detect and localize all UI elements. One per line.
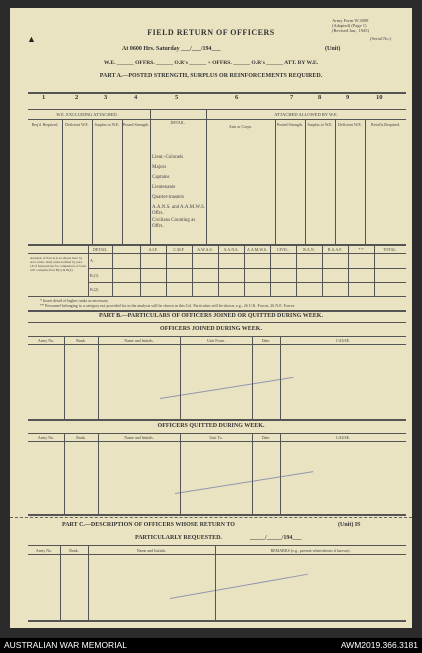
form-revised: (Revised Jan., 1945) (332, 28, 369, 33)
col-number-4: 4 (134, 94, 138, 101)
col-number-7: 7 (290, 94, 294, 101)
part-a-title: PART A.—POSTED STRENGTH, SURPLUS OR REINFORCEMENTS REQUIRED. (99, 73, 323, 79)
part-a-vrule (92, 119, 93, 244)
perforation-line (10, 517, 412, 518)
part-a-vrule (150, 109, 151, 244)
rank-aans: A.A.N.S. and A.A.M.W.S. Offrs. (152, 205, 206, 216)
col-header-surplus-att: Surplus to W.E. (307, 122, 333, 127)
analysis-row-a: A. (90, 258, 94, 263)
analysis-col-raaf: R.A.A.F. (327, 247, 343, 252)
part-a-subheader-rule (28, 119, 406, 120)
form-number: Army Form W.3008 (332, 18, 369, 23)
joined-col-army-no: Army No. (37, 338, 55, 343)
joined-col-date: Date. (261, 338, 271, 343)
analysis-col-cmf: C.M.F. (173, 247, 185, 252)
col-header-deficient: Deficient W.E. (65, 122, 89, 127)
part-a-vrule (335, 119, 336, 244)
analysis-col-civil: CIVIL. (277, 247, 289, 252)
rank-lieutenants: Lieutenants (152, 185, 176, 190)
joined-vrule (252, 336, 253, 419)
quitted-vrule (98, 433, 99, 514)
part-a-vrule (122, 119, 123, 244)
col-number-5: 5 (175, 94, 179, 101)
analysis-col-ran: R.A.N. (303, 247, 315, 252)
part-c-vrule (215, 545, 216, 620)
quitted-col-date: Date. (261, 435, 271, 440)
part-a-vrule (365, 119, 366, 244)
analysis-col-aamws: A.A.M.W.S. (247, 247, 267, 252)
part-c-vrule (60, 545, 61, 620)
analysis-note: Analysis of Part A is as shown here by ALL units. Only units notified by para. 18 of Instructions for completion of form will complete Part B(1) & B(2). (30, 256, 86, 272)
col-number-1: 1 (42, 94, 46, 101)
part-c-col-name: Name and Initials. (136, 548, 167, 553)
joined-col-cause: CAUSE. (335, 338, 351, 343)
analysis-row-b2: B.(2) (90, 287, 99, 292)
pen-strike-quitted (175, 471, 313, 494)
quitted-col-army-no: Army No. (37, 435, 55, 440)
quitted-header-top (28, 433, 406, 434)
analysis-col-other: * * (358, 247, 364, 252)
col-header-reinf-att: Reinf'ts Required. (371, 122, 400, 127)
quitted-col-unit-to: Unit To. (209, 435, 223, 440)
analysis-col-aans: A.A.N.S. (223, 247, 239, 252)
joined-bottom-rule (28, 419, 406, 421)
att-allowed-header: ATTACHED ALLOWED BY W.E. (274, 112, 338, 117)
joined-vrule (64, 336, 65, 419)
part-a-vrule (305, 119, 306, 244)
unit-label: (Unit) (325, 46, 341, 52)
col-number-3: 3 (104, 94, 108, 101)
col-header-detail: DETAIL. (170, 120, 186, 125)
quitted-vrule (252, 433, 253, 514)
arrow-icon: ▲ (27, 34, 36, 44)
part-c-line2: PARTICULARLY REQUESTED. (135, 535, 222, 541)
part-a-header-rule (28, 109, 406, 110)
we-line: W.E. ______ OFFRS. ______ O.R's ______ + OFFRS. ______ O.R's ______ ATT. BY W.E. (103, 60, 319, 66)
part-a-bottom-rule (28, 244, 406, 246)
part-a-top-rule (28, 92, 406, 94)
col-number-10: 10 (376, 94, 383, 101)
analysis-row-b1: B.(1) (90, 273, 99, 278)
col-header-posted: Posted Strength. (122, 122, 150, 127)
joined-vrule (280, 336, 281, 419)
analysis-vrule (112, 244, 113, 296)
part-a-vrule (62, 119, 63, 244)
analysis-col-detail: DETAIL (92, 247, 108, 252)
col-header-posted-att: Posted Strength. (276, 122, 304, 127)
part-c-unit: (Unit) IS (338, 522, 361, 528)
form-title: FIELD RETURN OF OFFICERS (147, 28, 275, 37)
col-number-8: 8 (318, 94, 322, 101)
footnote-1: * Insert detail of higher ranks as necessary. (40, 298, 109, 303)
part-c-col-remarks: REMARKS (e.g., present whereabouts if known). (270, 548, 351, 553)
col-header-surplus: Surplus to W.E. (94, 122, 120, 127)
joined-header-top (28, 336, 406, 337)
quitted-vrule (280, 433, 281, 514)
joined-header-bottom (28, 344, 406, 345)
joined-vrule (180, 336, 181, 419)
part-a-vrule (206, 109, 207, 244)
joined-col-unit-from: Unit From. (207, 338, 225, 343)
part-b-title: PART B.—PARTICULARS OF OFFICERS JOINED OR QUITTED DURING WEEK. (99, 313, 323, 319)
rank-lieut-colonels: Lieut.-Colonels (152, 155, 184, 160)
pen-strike-part-c (170, 574, 308, 599)
part-c-title: PART C.—DESCRIPTION OF OFFICERS WHOSE RETURN TO (62, 522, 235, 528)
rank-quartermasters: Quarter-masters (152, 195, 185, 200)
quitted-vrule (180, 433, 181, 514)
analysis-col-total: TOTAL. (383, 247, 397, 252)
analysis-row-rule (88, 282, 406, 283)
document-page (10, 8, 412, 628)
analysis-bottom-rule (28, 296, 406, 297)
we-excl-header: W.E. EXCLUDING ATTACHED. (56, 112, 118, 117)
joined-col-name: Name and Initials. (124, 338, 154, 343)
joined-vrule (98, 336, 99, 419)
part-c-header-top (28, 545, 406, 546)
quitted-col-name: Name and Initials. (124, 435, 154, 440)
footer-accession-number: AWM2019.366.3181 (340, 640, 418, 650)
rank-majors: Majors (152, 165, 167, 170)
part-c-vrule (88, 545, 89, 620)
col-header-arm-corps: Arm or Corps. (228, 124, 253, 129)
date-line: At 0600 Hrs. Saturday ___/___/194___ (122, 46, 221, 52)
col-header-deficient-att: Deficient W.E. (338, 122, 362, 127)
rank-civilians: Civilians Counting as Offrs. (152, 218, 196, 229)
rank-captains: Captains (152, 175, 170, 180)
part-c-bottom-rule (28, 620, 406, 622)
part-c-col-army-no: Army No. (35, 548, 53, 553)
col-header-reinforcements: Req'd. Required. (31, 122, 59, 127)
analysis-row-rule (88, 268, 406, 269)
part-a-vrule (275, 119, 276, 244)
part-c-header-bottom (28, 554, 406, 555)
part-b-rule (28, 322, 406, 323)
joined-title: OFFICERS JOINED DURING WEEK. (160, 326, 262, 332)
quitted-vrule (64, 433, 65, 514)
quitted-bottom-rule (28, 514, 406, 516)
col-number-9: 9 (346, 94, 350, 101)
form-adapted: (Adapted) (Page 1) (332, 23, 367, 28)
quitted-header-bottom (28, 441, 406, 442)
archive-footer (0, 638, 422, 653)
quitted-col-cause: CAUSE. (335, 435, 351, 440)
part-c-date: _____/_____/194___ (250, 535, 302, 541)
col-number-2: 2 (75, 94, 79, 101)
part-c-col-rank: Rank. (69, 548, 79, 553)
joined-col-rank: Rank. (76, 338, 86, 343)
analysis-col-aif: A.I.F. (148, 247, 158, 252)
analysis-col-awas: A.W.A.S. (197, 247, 213, 252)
serial-label: (Serial No.) (370, 36, 392, 41)
part-b-top-rule (28, 310, 406, 312)
quitted-title: OFFICERS QUITTED DURING WEEK. (157, 423, 265, 429)
footer-institution: AUSTRALIAN WAR MEMORIAL (4, 640, 127, 650)
col-number-6: 6 (235, 94, 239, 101)
analysis-header-rule (28, 253, 406, 254)
footnote-2: ** Personnel belonging to a category not provided for in the analysis will be shown in this Col. Particulars will be shown, e.g., 26 U.K. Forces; 26 N.E. Forces (40, 303, 295, 308)
quitted-col-rank: Rank. (76, 435, 86, 440)
